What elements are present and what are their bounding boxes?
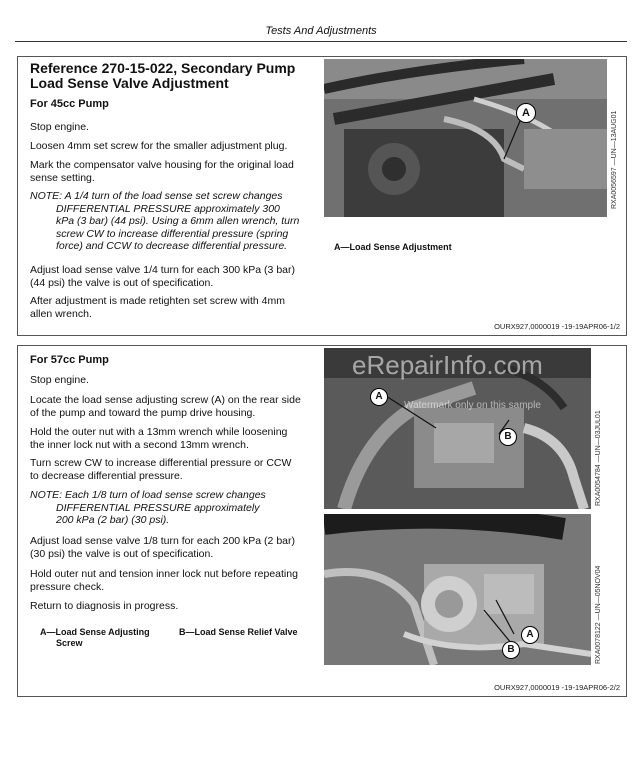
figure-caption: A—Load Sense Adjustment (334, 242, 452, 252)
reference-id: OURX927,0000019 -19-19APR06-2/2 (494, 683, 620, 692)
step-return: Return to diagnosis in progress. (30, 600, 179, 612)
pump-photo-illustration (324, 514, 591, 665)
section-title: Reference 270-15-022, Secondary Pump Load Sense Valve Adjustment (30, 60, 296, 91)
page-header: Tests And Adjustments (15, 22, 627, 42)
note-45cc: NOTE: A 1/4 turn of the load sense set screw changes DIFFERENTIAL PRESSURE approximately 300 kPa (3 bar) (44 psi). Using a 6mm allen wrench, turn screw CW to increase differential pressure (spring force) and CCW to decrease differential pressure. (30, 190, 300, 252)
photo-57cc-pump-detail (324, 514, 591, 665)
step-mark: Mark the compensator valve housing for the original load sense setting. (30, 159, 294, 184)
step-adjust: Adjust load sense valve 1/4 turn for each 300 kPa (3 bar) (44 psi) the valve is out of specification. (30, 264, 295, 289)
pump-photo-illustration (324, 59, 607, 217)
legend-b: B—Load Sense Relief Valve (179, 627, 298, 637)
image-id: RXA0078122 —UN—05NOV04 (595, 565, 602, 664)
reference-id: OURX927,0000019 -19-19APR06-1/2 (494, 322, 620, 331)
note-57cc: NOTE: Each 1/8 turn of load sense screw changes DIFFERENTIAL PRESSURE approximately 200 kPa (2 bar) (30 psi). (30, 489, 266, 526)
legend-a: A—Load Sense Adjusting Screw (40, 627, 150, 648)
callout-a: A (370, 388, 388, 406)
subtitle-45cc: For 45cc Pump (30, 98, 109, 110)
callout-b: B (499, 428, 517, 446)
photo-57cc-pump-rear (324, 348, 591, 509)
step-stop-engine: Stop engine. (30, 374, 89, 386)
image-id: RXA0054784 —UN—03JUL01 (595, 410, 602, 506)
step-hold-tension: Hold outer nut and tension inner lock nut before repeating pressure check. (30, 568, 298, 593)
step-turn-screw: Turn screw CW to increase differential pressure or CCW to decrease differential pressure. (30, 457, 292, 482)
step-retighten: After adjustment is made retighten set screw with 4mm allen wrench. (30, 295, 286, 320)
watermark-line: Watermark only on this sample (404, 400, 541, 411)
section-45cc (17, 56, 627, 336)
photo-45cc-pump (324, 59, 607, 217)
section-57cc (17, 345, 627, 697)
step-adjust: Adjust load sense valve 1/8 turn for each 200 kPa (2 bar) (30 psi) the valve is out of specification. (30, 535, 295, 560)
step-locate: Locate the load sense adjusting screw (A) on the rear side of the pump and toward the pump drive housing. (30, 394, 301, 419)
callout-a: A (516, 103, 536, 123)
watermark-brand: eRepairInfo.com (352, 350, 543, 380)
step-loosen: Loosen 4mm set screw for the smaller adjustment plug. (30, 140, 288, 152)
step-stop-engine: Stop engine. (30, 121, 89, 133)
image-id: RXA0056597 —UN—13AUG01 (611, 110, 618, 209)
callout-a: A (521, 626, 539, 644)
callout-b: B (502, 641, 520, 659)
step-hold-outer-nut: Hold the outer nut with a 13mm wrench while loosening the inner lock nut with a second 13mm wrench. (30, 426, 288, 451)
subtitle-57cc: For 57cc Pump (30, 354, 109, 366)
